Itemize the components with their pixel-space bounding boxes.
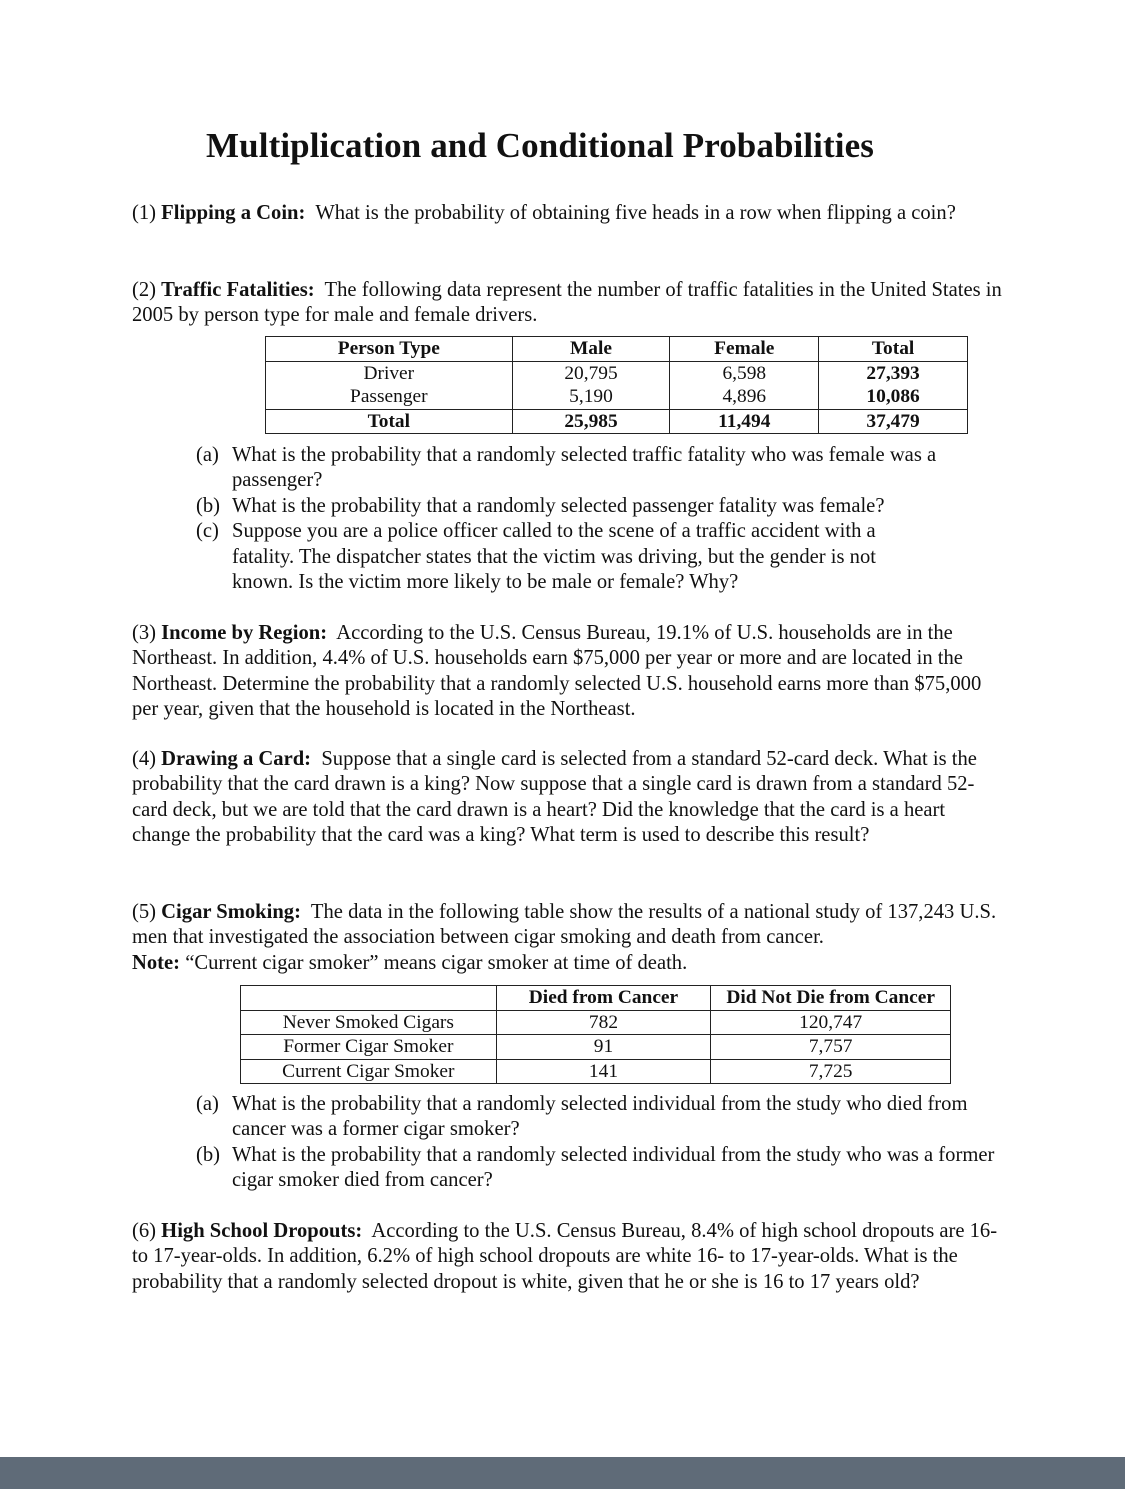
table-cell: 10,086 — [819, 385, 968, 409]
subquestion-label: (c) — [196, 520, 219, 543]
table-cell: 6,598 — [670, 361, 819, 385]
table-cell: 4,896 — [670, 385, 819, 409]
question-6 — [132, 1219, 1002, 1295]
page-title: Multiplication and Conditional Probabilities — [206, 126, 874, 165]
subquestion-label: (b) — [196, 494, 221, 517]
question-2-heading: Traffic Fatalities: — [161, 279, 315, 301]
table-header-cell: Male — [512, 337, 670, 362]
table-row — [241, 1059, 951, 1084]
table-cell: 91 — [496, 1035, 711, 1060]
question-3-number: (3) — [132, 622, 157, 644]
question-5-text: The data in the following table show the results of a national study of 137,243 U.S. men that investigated the association between cigar smoking and death from cancer. — [132, 901, 997, 949]
question-6-number: (6) — [132, 1220, 157, 1242]
table-cell: 5,190 — [512, 385, 670, 409]
question-1-text: What is the probability of obtaining five heads in a row when flipping a coin? — [315, 202, 956, 224]
question-4-heading: Drawing a Card: — [161, 748, 312, 770]
table-cell: 7,757 — [711, 1035, 951, 1060]
subquestion — [196, 443, 996, 494]
table-cell: Current Cigar Smoker — [241, 1059, 497, 1084]
table-header-cell: Total — [819, 337, 968, 362]
question-5-number: (5) — [132, 901, 157, 923]
table-cell: Former Cigar Smoker — [241, 1035, 497, 1060]
table-header-cell: Did Not Die from Cancer — [711, 986, 951, 1011]
subquestion-label: (a) — [196, 1093, 219, 1115]
table-cell: 782 — [496, 1010, 711, 1035]
subquestion — [196, 1143, 996, 1194]
table-cell: Never Smoked Cigars — [241, 1010, 497, 1035]
table-cell: 27,393 — [819, 361, 968, 385]
question-3 — [132, 621, 1002, 723]
question-1 — [132, 201, 1002, 226]
question-5-note-heading: Note: — [132, 951, 181, 974]
table-header-cell: Died from Cancer — [496, 986, 711, 1011]
question-5-subquestions — [196, 1092, 996, 1194]
question-5-note-text: “Current cigar smoker” means cigar smoker at time of death. — [185, 951, 688, 974]
table-cell: 120,747 — [711, 1010, 951, 1035]
table-header-cell — [241, 986, 497, 1011]
table-cell: Driver — [266, 361, 513, 385]
footer-bar — [0, 1457, 1125, 1489]
question-4-number: (4) — [132, 748, 157, 770]
table-cell: 20,795 — [512, 361, 670, 385]
subquestion-text: What is the probability that a randomly selected traffic fatality who was female was a passenger? — [232, 444, 937, 492]
question-6-text: According to the U.S. Census Bureau, 8.4% of high school dropouts are 16- to 17-year-olds. In addition, 6.2% of high school dropouts are white 16- to 17-year-olds. What is the probability that a randomly selected dropout is white, given that he or she is 16 to 17 years old? — [132, 1220, 998, 1293]
subquestion — [196, 494, 996, 519]
question-1-heading: Flipping a Coin: — [161, 202, 306, 224]
table-header-row — [241, 986, 951, 1011]
subquestion-label: (b) — [196, 1143, 221, 1166]
table-total-row — [266, 409, 968, 434]
subquestion-text: Suppose you are a police officer called to the scene of a traffic accident with a fatality. The dispatcher states that the victim was driving, but the gender is not known. Is the victim more likely to be male or female? Why? — [232, 520, 876, 594]
traffic-fatalities-table — [265, 336, 968, 434]
table-cell: 11,494 — [670, 409, 819, 434]
table-row — [266, 361, 968, 385]
subquestion-text: What is the probability that a randomly selected individual from the study who was a former cigar smoker died from cancer? — [232, 1143, 995, 1192]
table-cell: Total — [266, 409, 513, 434]
table-cell: 141 — [496, 1059, 711, 1084]
subquestion — [196, 519, 996, 595]
question-2-text: The following data represent the number of traffic fatalities in the United States in 2005 by person type for male and female drivers. — [132, 279, 1002, 327]
table-cell: 7,725 — [711, 1059, 951, 1084]
table-header-cell: Person Type — [266, 337, 513, 362]
question-5 — [132, 900, 1002, 976]
question-1-number: (1) — [132, 202, 157, 224]
subquestion-label: (a) — [196, 444, 219, 466]
table-cell: 37,479 — [819, 409, 968, 434]
table-header-row — [266, 337, 968, 362]
question-4 — [132, 747, 1002, 849]
question-2 — [132, 278, 1002, 329]
cigar-smoking-table — [240, 985, 951, 1084]
table-cell: 25,985 — [512, 409, 670, 434]
subquestion — [196, 1092, 996, 1143]
table-row — [241, 1035, 951, 1060]
question-2-subquestions — [196, 443, 996, 595]
question-2-number: (2) — [132, 279, 157, 301]
table-cell: Passenger — [266, 385, 513, 409]
question-5-heading: Cigar Smoking: — [161, 901, 301, 923]
table-header-cell: Female — [670, 337, 819, 362]
table-row — [241, 1010, 951, 1035]
table-row — [266, 385, 968, 409]
question-4-text: Suppose that a single card is selected from a standard 52-card deck. What is the probability that the card drawn is a king? Now suppose that a single card is drawn from a standard 52-card deck, but we are told that the card drawn is a heart? Did the knowledge that the card is a heart change the probability that the card was a king? What term is used to describe this result? — [132, 748, 977, 847]
question-3-text: According to the U.S. Census Bureau, 19.1% of U.S. households are in the Northeast. In addition, 4.4% of U.S. households earn $75,000 per year or more and are located in the Northeast. Determine the probability that a randomly selected U.S. household earns more than $75,000 per year, given that the household is located in the Northeast. — [132, 622, 982, 721]
subquestion-text: What is the probability that a randomly selected passenger fatality was female? — [232, 494, 885, 517]
question-6-heading: High School Dropouts: — [161, 1220, 363, 1242]
subquestion-text: What is the probability that a randomly selected individual from the study who died from cancer was a former cigar smoker? — [232, 1093, 968, 1141]
question-3-heading: Income by Region: — [161, 622, 328, 644]
